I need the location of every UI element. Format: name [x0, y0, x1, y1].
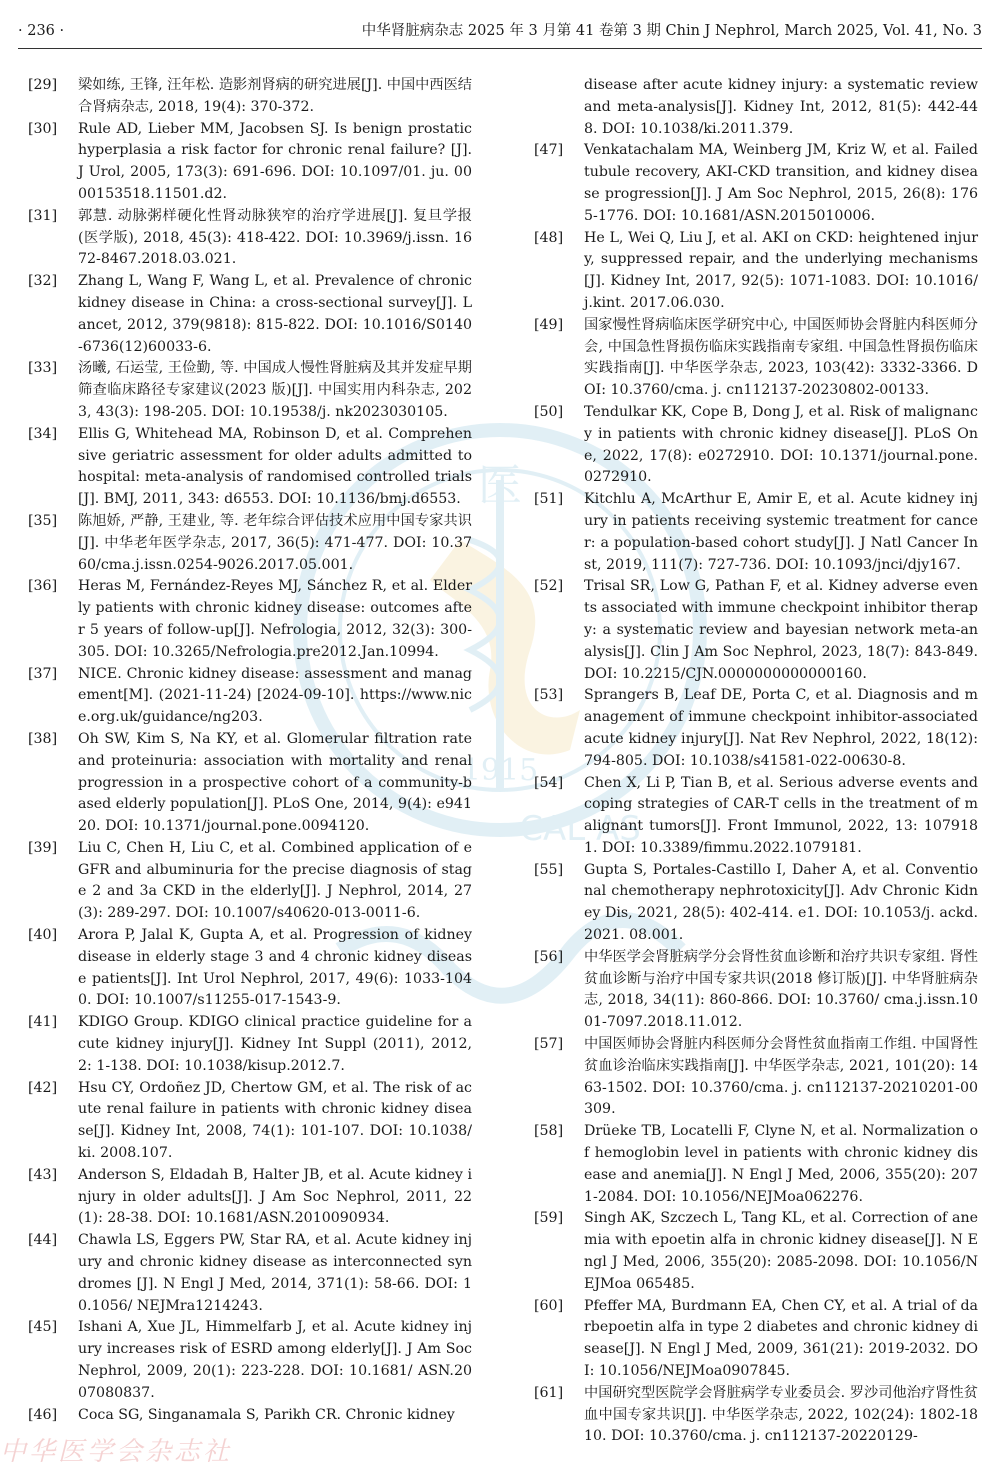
- reference-number: [40]: [28, 927, 58, 944]
- reference-entry: [28, 729, 472, 838]
- reference-number: [61]: [534, 1384, 564, 1401]
- reference-number: [45]: [28, 1319, 58, 1336]
- reference-entry: [28, 1317, 472, 1404]
- publisher-logo: 中华医学会杂志社: [0, 1437, 233, 1467]
- reference-text: Singh AK, Szczech L, Tang KL, et al. Correction of anemia with epoetin alfa in chronic kidney disease[J]. N Engl J Med, 2006, 355(20): 2085-2098. DOI: 10.1056/NEJMoa 065485.: [584, 1210, 978, 1292]
- page-header: [18, 18, 982, 44]
- reference-text: Heras M, Fernández-Reyes MJ, Sánchez R, et al. Elderly patients with chronic kidney disease: outcomes after 5 years of follow-up[J]. Nefrologia, 2012, 32(3): 300-305. DOI: 10.3265/Nefrologia.pre2012.Jan.10994.: [78, 578, 472, 660]
- reference-number: [35]: [28, 512, 58, 529]
- reference-entry: [28, 75, 472, 119]
- reference-entry: [534, 576, 978, 685]
- reference-number: [38]: [28, 730, 58, 747]
- reference-number: [51]: [534, 491, 564, 508]
- reference-number: [49]: [534, 316, 564, 333]
- reference-text: Zhang L, Wang F, Wang L, et al. Prevalence of chronic kidney disease in China: a cross-sectional survey[J]. Lancet, 2012, 379(9818): 815-822. DOI: 10.1016/S0140-6736(12)60033-6.: [78, 273, 472, 355]
- reference-entry: [28, 576, 472, 663]
- watermark-center-text: 医: [478, 460, 522, 511]
- reference-text: Kitchlu A, McArthur E, Amir E, et al. Acute kidney injury in patients receiving systemic treatment for cancer: a population-based cohort study[J]. J Natl Cancer Inst, 2019, 111(7): 727-736. DOI: 10.1093/jnci/djy167.: [584, 491, 978, 573]
- reference-entry: [28, 925, 472, 1012]
- reference-text: Ishani A, Xue JL, Himmelfarb J, et al. Acute kidney injury increases risk of ESRD among elderly[J]. J Am Soc Nephrol, 2009, 20(1): 223-228. DOI: 10.1681/ ASN.2007080837.: [78, 1319, 472, 1401]
- reference-number: [32]: [28, 273, 58, 290]
- reference-text: He L, Wei Q, Liu J, et al. AKI on CKD: heightened injury, suppressed repair, and the underlying mechanisms[J]. Kidney Int, 2017, 92(5): 1071-1083. DOI: 10.1016/j.kint. 2017.06.030.: [584, 229, 978, 311]
- reference-number: [39]: [28, 839, 58, 856]
- reference-text: Trisal SR, Low G, Pathan F, et al. Kidney adverse events associated with immune checkpoint inhibitor therapy: a systematic review and bayesian network meta-analysis[J]. Clin J Am Soc Nephrol, 2023, 18(7): 843-849. DOI: 10.2215/CJN.0000000000000160.: [584, 578, 978, 682]
- reference-entry: [534, 1034, 978, 1121]
- reference-text: 汤曦, 石运莹, 王俭勤, 等. 中国成人慢性肾脏病及其并发症早期筛查临床路径专家建议(2023 版)[J]. 中国实用内科杂志, 2023, 43(3): 198-205. DOI: 10.19538/j. nk2023030105.: [78, 360, 472, 420]
- reference-number: [48]: [534, 229, 564, 246]
- reference-number: [50]: [534, 403, 564, 420]
- reference-text: Arora P, Jalal K, Gupta A, et al. Progression of kidney disease in elderly stage 3 and 4 chronic kidney disease patients[J]. Int Urol Nephrol, 2017, 49(6): 1033-1040. DOI: 10.1007/s11255-017-1543-9.: [78, 927, 472, 1009]
- reference-number: [42]: [28, 1079, 58, 1096]
- reference-number: [57]: [534, 1036, 564, 1053]
- reference-number: [31]: [28, 207, 58, 224]
- reference-entry: [534, 489, 978, 576]
- reference-number: [56]: [534, 948, 564, 965]
- journal-citation: 中华肾脏病杂志 2025 年 3 月第 41 卷第 3 期 Chin J Nephrol, March 2025, Vol. 41, No. 3: [361, 23, 982, 39]
- reference-number: [53]: [534, 687, 564, 704]
- reference-entry: [534, 1208, 978, 1295]
- reference-text: Anderson S, Eldadah B, Halter JB, et al. Acute kidney injury in older adults[J]. J Am Soc Nephrol, 2011, 22(1): 28-38. DOI: 10.1681/ASN.2010090934.: [78, 1166, 472, 1227]
- reference-number: [41]: [28, 1014, 58, 1031]
- reference-text: Drüeke TB, Locatelli F, Clyne N, et al. Normalization of hemoglobin level in patients with chronic kidney disease and anemia[J]. N Engl J Med, 2006, 355(20): 2071-2084. DOI: 10.1056/NEJMoa062276.: [584, 1123, 978, 1205]
- reference-number: [44]: [28, 1232, 58, 1249]
- reference-number: [46]: [28, 1406, 58, 1423]
- reference-continuation: [534, 75, 978, 140]
- reference-text: Chawla LS, Eggers PW, Star RA, et al. Acute kidney injury and chronic kidney disease as interconnected syndromes [J]. N Engl J Med, 2014, 371(1): 58-66. DOI: 10.1056/ NEJMra1214243.: [78, 1232, 472, 1314]
- reference-text: Sprangers B, Leaf DE, Porta C, et al. Diagnosis and management of immune checkpoint inhibitor-associated acute kidney injury[J]. Nat Rev Nephrol, 2022, 18(12): 794-805. DOI: 10.1038/s41581-022-00630-8.: [584, 687, 978, 769]
- reference-entry: [28, 358, 472, 423]
- reference-entry: [28, 1078, 472, 1165]
- reference-number: [33]: [28, 360, 58, 377]
- reference-text: 中国研究型医院学会肾脏病学专业委员会. 罗沙司他治疗肾性贫血中国专家共识[J]. 中华医学杂志, 2022, 102(24): 1802-1810. DOI: 10.3760/cma. j. cn112137-20220129-: [584, 1384, 978, 1445]
- reference-entry: [534, 685, 978, 772]
- reference-text: 梁如练, 王锋, 汪年松. 造影剂肾病的研究进展[J]. 中国中西医结合肾病杂志, 2018, 19(4): 370-372.: [78, 77, 472, 115]
- references-left-column: [28, 75, 472, 1426]
- reference-entry: [28, 206, 472, 271]
- reference-entry: [28, 1012, 472, 1077]
- reference-entry: [534, 860, 978, 947]
- reference-text: Rule AD, Lieber MM, Jacobsen SJ. Is benign prostatic hyperplasia a risk factor for chronic renal failure? [J]. J Urol, 2005, 173(3): 691-696. DOI: 10.1097/01. ju. 0000153518.11501.d2.: [78, 120, 472, 202]
- reference-number: [30]: [28, 120, 58, 137]
- reference-text: 陈旭娇, 严静, 王建业, 等. 老年综合评估技术应用中国专家共识[J]. 中华老年医学杂志, 2017, 36(5): 471-477. DOI: 10.3760/cma.j.issn.0254-9026.2017.05.001.: [78, 512, 472, 573]
- reference-entry: [534, 1121, 978, 1208]
- reference-text: Liu C, Chen H, Liu C, et al. Combined application of eGFR and albuminuria for the precise diagnosis of stage 2 and 3a CKD in the elderly[J]. J Nephrol, 2014, 27(3): 289-297. DOI: 10.1007/s40620-013-0011-6.: [78, 839, 472, 922]
- reference-text: Coca SG, Singanamala S, Parikh CR. Chronic kidney: [78, 1406, 455, 1423]
- references-right-column: [534, 75, 978, 1448]
- reference-entry: [534, 1296, 978, 1383]
- reference-number: [47]: [534, 142, 564, 159]
- reference-text: 中华医学会肾脏病学分会肾性贫血诊断和治疗共识专家组. 肾性贫血诊断与治疗中国专家共识(2018 修订版)[J]. 中华肾脏病杂志, 2018, 34(11): 860-866. DOI: 10.3760/ cma.j.issn.1001-7097.2018.11.012.: [584, 948, 978, 1031]
- reference-text: KDIGO Group. KDIGO clinical practice guideline for acute kidney injury[J]. Kidney Int Suppl (2011), 2012, 2: 1-138. DOI: 10.1038/kisup.2012.7.: [78, 1014, 472, 1074]
- reference-text: 国家慢性肾病临床医学研究中心, 中国医师协会肾脏内科医师分会, 中国急性肾损伤临床实践指南专家组. 中国急性肾损伤临床实践指南[J]. 中华医学杂志, 2023, 103(42): 3332-3366. DOI: 10.3760/cma. j. cn112137-20230802-00133.: [584, 316, 978, 399]
- reference-entry: [28, 119, 472, 206]
- reference-text: disease after acute kidney injury: a systematic review and meta-analysis[J]. Kidney Int, 2012, 81(5): 442-448. DOI: 10.1038/ki.2011.379.: [584, 77, 978, 137]
- reference-entry: [534, 1383, 978, 1448]
- reference-entry: [28, 511, 472, 576]
- reference-text: Hsu CY, Ordoñez JD, Chertow GM, et al. The risk of acute renal failure in patients with chronic kidney disease[J]. Kidney Int, 2008, 74(1): 101-107. DOI: 10.1038/ki. 2008.107.: [78, 1079, 472, 1162]
- reference-text: Venkatachalam MA, Weinberg JM, Kriz W, et al. Failed tubule recovery, AKI-CKD transition, and kidney disease progression[J]. J Am Soc Nephrol, 2015, 26(8): 1765-1776. DOI: 10.1681/ASN.2015010006.: [584, 142, 978, 224]
- reference-entry: [28, 424, 472, 511]
- reference-entry: [534, 228, 978, 315]
- reference-text: 中国医师协会肾脏内科医师分会肾性贫血指南工作组. 中国肾性贫血诊治临床实践指南[J]. 中华医学杂志, 2021, 101(20): 1463-1502. DOI: 10.3760/cma. j. cn112137-20210201-00309.: [584, 1036, 978, 1118]
- reference-entry: [534, 402, 978, 489]
- reference-text: Tendulkar KK, Cope B, Dong J, et al. Risk of malignancy in patients with chronic kidney disease[J]. PLoS One, 2022, 17(8): e0272910. DOI: 10.1371/journal.pone.0272910.: [584, 403, 978, 486]
- reference-text: Chen X, Li P, Tian B, et al. Serious adverse events and coping strategies of CAR-T cells in the treatment of malignant tumors[J]. Front Immunol, 2022, 13: 1079181. DOI: 10.3389/fimmu.2022.1079181.: [584, 774, 978, 856]
- reference-number: [55]: [534, 861, 564, 878]
- header-rule: [18, 48, 982, 49]
- reference-number: [58]: [534, 1123, 564, 1140]
- watermark-year: 1915: [461, 753, 539, 788]
- reference-number: [34]: [28, 425, 58, 442]
- reference-entry: [534, 315, 978, 402]
- reference-number: [29]: [28, 77, 58, 93]
- reference-entry: [28, 1230, 472, 1317]
- reference-text: 郭慧. 动脉粥样硬化性肾动脉狭窄的治疗学进展[J]. 复旦学报(医学版), 2018, 45(3): 418-422. DOI: 10.3969/j.issn. 1672-8467.2018.03.021.: [78, 207, 472, 268]
- page-number: · 236 ·: [18, 23, 65, 39]
- reference-number: [52]: [534, 578, 564, 595]
- reference-entry: [28, 1165, 472, 1230]
- reference-number: [60]: [534, 1297, 564, 1314]
- watermark-ring-text: CAL AS: [519, 809, 641, 849]
- reference-entry: [28, 838, 472, 925]
- reference-number: [54]: [534, 774, 564, 791]
- reference-entry: [534, 947, 978, 1034]
- reference-entry: [534, 140, 978, 227]
- reference-text: Oh SW, Kim S, Na KY, et al. Glomerular filtration rate and proteinuria: association with mortality and renal progression in a prospective cohort of a community-based elderly population[J]. PLoS One, 2014, 9(4): e94120. DOI: 10.1371/journal.pone.0094120.: [78, 730, 472, 835]
- reference-entry: [28, 664, 472, 729]
- reference-text: Ellis G, Whitehead MA, Robinson D, et al. Comprehensive geriatric assessment for older adults admitted to hospital: meta-analysis of randomised controlled trials[J]. BMJ, 2011, 343: d6553. DOI: 10.1136/bmj.d6553.: [78, 425, 472, 508]
- reference-entry: [28, 1405, 472, 1427]
- reference-entry: [534, 773, 978, 860]
- reference-number: [36]: [28, 578, 58, 595]
- reference-entry: [28, 271, 472, 358]
- reference-text: NICE. Chronic kidney disease: assessment and management[M]. (2021-11-24) [2024-09-10]. https://www.nice.org.uk/guidance/ng203.: [78, 665, 472, 726]
- reference-text: Pfeffer MA, Burdmann EA, Chen CY, et al. A trial of darbepoetin alfa in type 2 diabetes and chronic kidney disease[J]. N Engl J Med, 2009, 361(21): 2019-2032. DOI: 10.1056/NEJMoa0907845.: [584, 1297, 978, 1380]
- reference-number: [43]: [28, 1166, 58, 1183]
- reference-number: [37]: [28, 665, 58, 682]
- reference-number: [59]: [534, 1210, 564, 1227]
- reference-text: Gupta S, Portales-Castillo I, Daher A, et al. Conventional chemotherapy nephrotoxicity[J]. Adv Chronic Kidney Dis, 2021, 28(5): 402-414. e1. DOI: 10.1053/j. ackd. 2021. 08.001.: [584, 861, 978, 944]
